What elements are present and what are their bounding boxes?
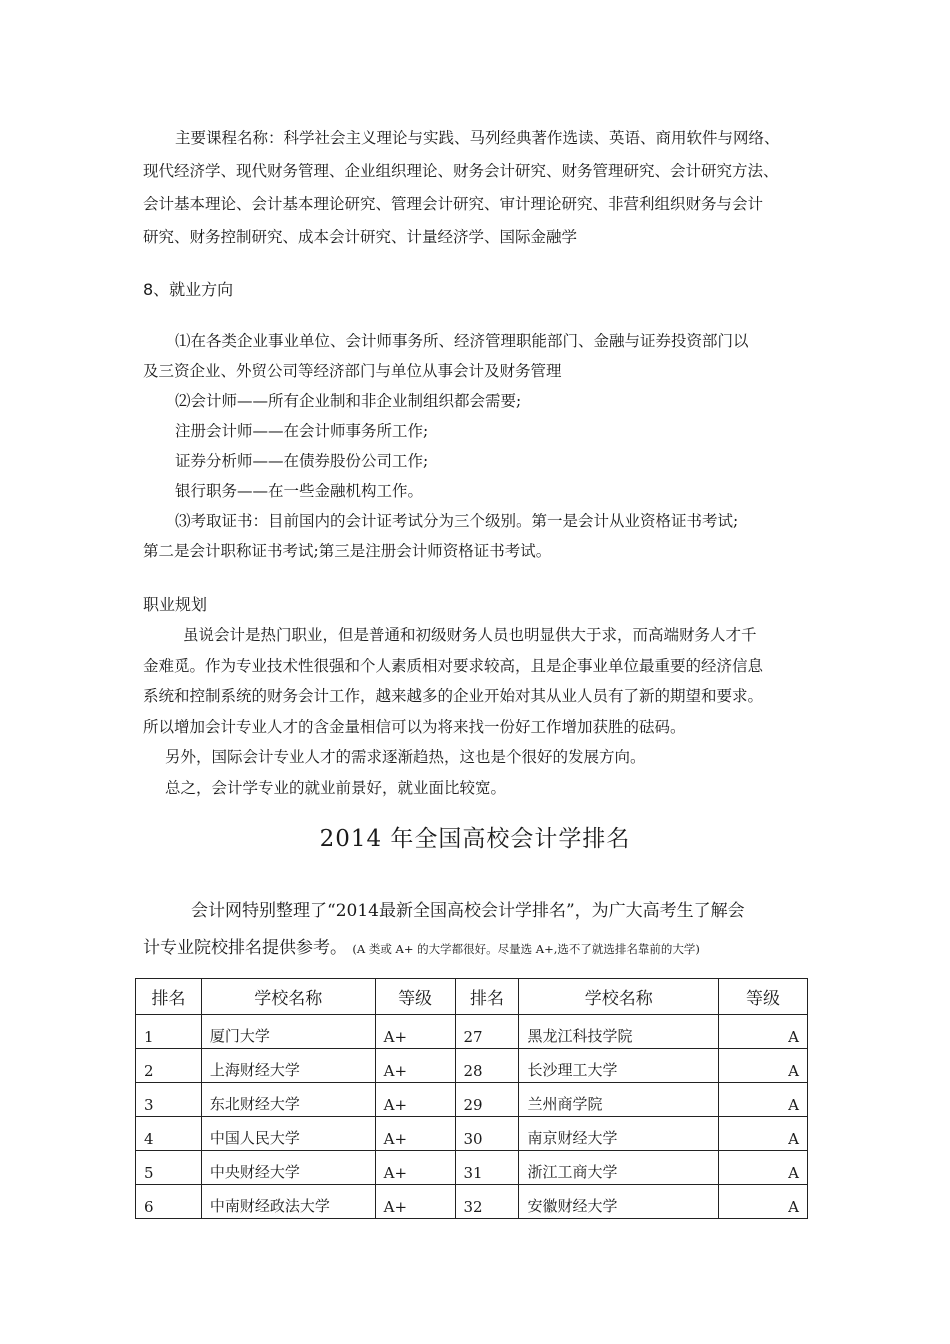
employment-line: 证券分析师——在债券股份公司工作; xyxy=(175,452,429,470)
employment-line: 注册会计师——在会计师事务所工作; xyxy=(175,422,429,440)
school-cell: 南京财经大学 xyxy=(519,1117,719,1151)
rank-cell: 3 xyxy=(136,1083,202,1117)
grade-cell: A+ xyxy=(375,1117,455,1151)
ranking-title: 2014 年全国高校会计学排名 xyxy=(319,826,631,852)
employment-paragraph xyxy=(143,326,811,566)
rank-cell: 5 xyxy=(136,1151,202,1185)
career-line: 所以增加会计专业人才的含金量相信可以为将来找一份好工作增加获胜的砝码。 xyxy=(143,717,686,736)
table-row xyxy=(136,1151,808,1185)
courses-line: 研究、财务控制研究、成本会计研究、计量经济学、国际金融学 xyxy=(143,228,578,246)
rank-cell: 28 xyxy=(455,1049,519,1083)
employment-line: ⑴在各类企业事业单位、会计师事务所、经济管理职能部门、金融与证券投资部门以 xyxy=(175,332,749,350)
grade-cell: A+ xyxy=(375,1015,455,1049)
rank-cell: 27 xyxy=(455,1015,519,1049)
rank-cell: 4 xyxy=(136,1117,202,1151)
header-school: 学校名称 xyxy=(201,979,375,1015)
employment-line: 第二是会计职称证书考试;第三是注册会计师资格证书考试。 xyxy=(143,542,552,560)
school-cell: 浙江工商大学 xyxy=(519,1151,719,1185)
school-cell: 安徽财经大学 xyxy=(519,1185,719,1219)
header-rank: 排名 xyxy=(455,979,519,1015)
employment-line: ⑶考取证书：目前国内的会计证考试分为三个级别。第一是会计从业资格证书考试; xyxy=(175,512,739,530)
ranking-intro-line-2 xyxy=(143,930,813,968)
rank-cell: 32 xyxy=(455,1185,519,1219)
career-line: 虽说会计是热门职业，但是普通和初级财务人员也明显供大于求，而高端财务人才千 xyxy=(183,626,757,644)
section-heading-career: 职业规划 xyxy=(143,595,208,614)
career-line: 另外，国际会计专业人才的需求逐渐趋热，这也是个很好的发展方向。 xyxy=(165,748,646,766)
school-cell: 上海财经大学 xyxy=(201,1049,375,1083)
table-row xyxy=(136,1049,808,1083)
grade-cell: A xyxy=(719,1117,808,1151)
employment-line: 银行职务——在一些金融机构工作。 xyxy=(175,482,424,500)
table-header-row xyxy=(136,979,808,1015)
header-grade: 等级 xyxy=(375,979,455,1015)
grade-cell: A xyxy=(719,1015,808,1049)
grade-cell: A xyxy=(719,1185,808,1219)
table-row xyxy=(136,1015,808,1049)
employment-line: 及三资企业、外贸公司等经济部门与单位从事会计及财务管理 xyxy=(143,362,562,380)
grade-cell: A xyxy=(719,1049,808,1083)
career-line: 系统和控制系统的财务会计工作，越来越多的企业开始对其从业人员有了新的期望和要求。 xyxy=(143,687,764,705)
school-cell: 黑龙江科技学院 xyxy=(519,1015,719,1049)
school-cell: 厦门大学 xyxy=(201,1015,375,1049)
ranking-intro-line: 会计网特别整理了“2014最新全国高校会计学排名”，为广大高考生了解会 xyxy=(191,901,745,921)
table-row xyxy=(136,1117,808,1151)
grade-cell: A xyxy=(719,1083,808,1117)
grade-cell: A+ xyxy=(375,1083,455,1117)
rank-cell: 29 xyxy=(455,1083,519,1117)
grade-cell: A+ xyxy=(375,1185,455,1219)
rank-cell: 31 xyxy=(455,1151,519,1185)
courses-line: 现代经济学、现代财务管理、企业组织理论、财务会计研究、财务管理研究、会计研究方法、 xyxy=(143,162,779,180)
header-school: 学校名称 xyxy=(519,979,719,1015)
school-cell: 中南财经政法大学 xyxy=(201,1185,375,1219)
rank-cell: 30 xyxy=(455,1117,519,1151)
school-cell: 中国人民大学 xyxy=(201,1117,375,1151)
ranking-intro xyxy=(143,893,813,968)
section-heading-employment: 8、就业方向 xyxy=(143,280,234,299)
table-row xyxy=(136,1185,808,1219)
grade-cell: A xyxy=(719,1151,808,1185)
grade-cell: A+ xyxy=(375,1049,455,1083)
table-row xyxy=(136,1083,808,1117)
career-line: 总之，会计学专业的就业前景好，就业面比较宽。 xyxy=(165,778,507,797)
school-cell: 兰州商学院 xyxy=(519,1083,719,1117)
career-paragraph xyxy=(143,620,811,803)
grade-cell: A+ xyxy=(375,1151,455,1185)
school-cell: 东北财经大学 xyxy=(201,1083,375,1117)
school-cell: 长沙理工大学 xyxy=(519,1049,719,1083)
school-cell: 中央财经大学 xyxy=(201,1151,375,1185)
ranking-table xyxy=(135,978,808,1219)
courses-line: 会计基本理论、会计基本理论研究、管理会计研究、审计理论研究、非营利组织财务与会计 xyxy=(143,195,764,213)
header-rank: 排名 xyxy=(136,979,202,1015)
rank-cell: 6 xyxy=(136,1185,202,1219)
rank-cell: 2 xyxy=(136,1049,202,1083)
career-line: 金难觅。作为专业技术性很强和个人素质相对要求较高，且是企事业单位最重要的经济信息 xyxy=(143,656,764,675)
courses-line: 主要课程名称：科学社会主义理论与实践、马列经典著作选读、英语、商用软件与网络、 xyxy=(175,129,780,147)
ranking-intro-text: 计专业院校排名提供参考。 xyxy=(143,938,347,958)
employment-line: ⑵会计师——所有企业制和非企业制组织都会需要; xyxy=(175,392,522,410)
ranking-note: (A 类或 A+ 的大学都很好。尽量选 A+,选不了就选排名靠前的大学) xyxy=(352,942,700,956)
courses-paragraph xyxy=(143,122,811,254)
rank-cell: 1 xyxy=(136,1015,202,1049)
header-grade: 等级 xyxy=(719,979,808,1015)
